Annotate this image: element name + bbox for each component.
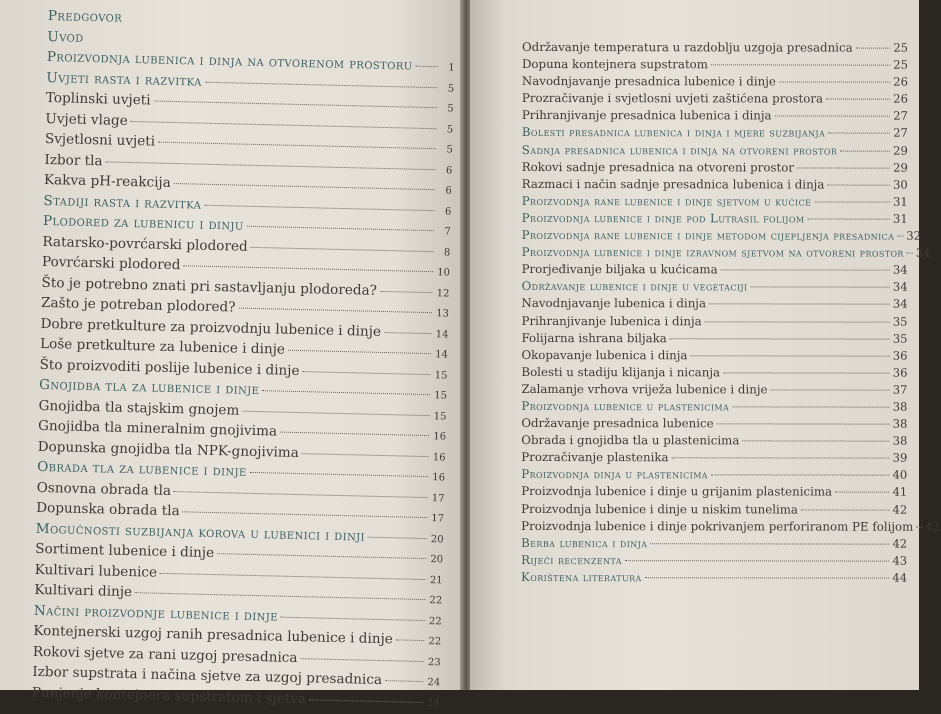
toc-entry-title: Prihranjivanje lubenica i dinja [521, 313, 701, 327]
toc-entry-page-number: 25 [893, 58, 908, 72]
toc-dot-leader [302, 453, 429, 457]
toc-dot-leader [650, 543, 889, 544]
toc-entry-page-number: 34 [893, 297, 908, 311]
toc-entry-title: Kultivari lubenice [35, 561, 158, 580]
toc-entry-page-number: 20 [429, 534, 443, 545]
toc-entry [522, 211, 908, 229]
toc-entry-page-number: 6 [438, 165, 452, 176]
toc-entry [522, 177, 908, 195]
toc-entry-title: Sortiment lubenice i dinje [35, 541, 214, 561]
toc-entry-page-number: 6 [438, 185, 452, 196]
toc-dot-leader [721, 270, 890, 271]
toc-dot-leader [247, 226, 434, 231]
toc-entry-page-number: 13 [435, 308, 449, 319]
toc-dot-leader [625, 560, 890, 561]
toc-entry-title: Kontejnerski uzgoj ranih presadnica lubenice i dinje [33, 623, 393, 647]
left-page [0, 0, 462, 690]
toc-entry-title: Bolesti u stadiju klijanja i nicanja [521, 365, 720, 379]
toc-entry-page-number: 31 [893, 212, 908, 226]
toc-dot-leader [135, 592, 425, 600]
toc-dot-leader [801, 509, 890, 510]
toc-entry-title: Obrada tla za lubenice i dinje [37, 459, 247, 480]
toc-entry-page-number: 36 [893, 348, 908, 362]
toc-dot-leader [770, 389, 889, 390]
toc-entry-page-number: 34 [893, 280, 908, 294]
toc-entry-page-number: 1 [441, 62, 455, 73]
toc-dot-leader [672, 458, 890, 459]
toc-dot-leader [690, 355, 889, 356]
toc-dot-leader [251, 246, 434, 251]
toc-entry-title: Rokovi sadnje presadnica na otvoreni prostor [522, 160, 794, 174]
toc-dot-leader [250, 472, 428, 477]
toc-entry [521, 484, 907, 502]
toc-entry-title: Korištena literatura [521, 570, 642, 584]
toc-entry-title: Sadnja presadnica lubenica i dinja na otvoreni prostor [522, 143, 837, 158]
toc-dot-leader [131, 120, 437, 128]
toc-dot-leader [183, 511, 427, 518]
toc-dot-leader [217, 553, 426, 559]
toc-entry-title: Uvjeti vlage [45, 110, 128, 128]
toc-entry-title: Ratarsko-povrćarski plodored [42, 233, 248, 254]
toc-dot-leader [826, 99, 890, 100]
toc-entry [521, 467, 907, 485]
toc-entry-page-number: 10 [436, 267, 450, 278]
toc-dot-leader [158, 142, 436, 150]
toc-entry-title: Kakva pH-reakcija [44, 172, 171, 191]
toc-entry-title: Toplinski uvjeti [46, 90, 151, 108]
toc-entry-page-number: 24 [426, 698, 440, 709]
toc-dot-leader [897, 236, 903, 237]
toc-entry [521, 382, 907, 400]
toc-dot-leader [281, 616, 425, 620]
toc-entry-title: Gnojidba tla za lubenice i dinje [39, 377, 260, 398]
toc-dot-leader [814, 201, 890, 202]
toc-entry-page-number: 24 [426, 677, 440, 688]
toc-entry-page-number: 34 [916, 246, 931, 260]
toc-entry-page-number: 41 [893, 485, 908, 499]
toc-entry [521, 365, 907, 383]
toc-entry-title: Navodnjavanje presadnica lubenice i dinje [522, 74, 776, 88]
toc-entry-title: Što proizvoditi poslije lubenice i dinje [39, 356, 299, 378]
toc-dot-leader [309, 699, 423, 703]
toc-dot-leader [288, 350, 431, 354]
toc-dot-leader [709, 304, 890, 305]
toc-entry [521, 519, 907, 537]
toc-entry [521, 433, 907, 451]
toc-dot-leader [742, 441, 889, 442]
toc-entry-page-number: 5 [440, 103, 454, 114]
toc-entry [521, 331, 907, 349]
toc-entry [521, 450, 907, 468]
toc-list-right [521, 40, 908, 588]
toc-entry-title: Proizvodnja lubenica i dinja na otvorenom prostoru [47, 49, 413, 74]
toc-entry [522, 296, 908, 314]
toc-entry-title: Proizvodnja lubenice u plastenicima [521, 399, 729, 413]
toc-entry-title: Proizvodnja lubenice i dinje u grijanim plastenicima [521, 484, 832, 499]
toc-dot-leader [670, 338, 890, 339]
toc-dot-leader [238, 308, 431, 314]
toc-entry-title: Povrćarski plodored [42, 254, 181, 273]
toc-entry-title: Uvod [47, 28, 84, 45]
toc-entry-page-number: 35 [893, 314, 908, 328]
toc-entry-title: Proizvodnja dinja u plastenicima [521, 467, 708, 481]
toc-dot-leader [242, 410, 429, 415]
toc-entry [522, 125, 908, 143]
toc-entry-page-number: 30 [893, 177, 908, 191]
toc-entry-page-number: 27 [893, 126, 908, 140]
toc-entry-page-number: 12 [435, 288, 449, 299]
toc-entry-title: Što je potrebno znati pri sastavljanju plodoreda? [41, 274, 377, 298]
toc-entry-page-number: 6 [437, 206, 451, 217]
toc-dot-leader [416, 66, 438, 68]
toc-dot-leader [705, 321, 890, 322]
toc-dot-leader [204, 204, 434, 210]
toc-entry [522, 108, 908, 126]
toc-entry [522, 160, 908, 178]
toc-entry-page-number: 36 [893, 365, 908, 379]
toc-dot-leader [380, 290, 432, 292]
toc-entry-page-number: 26 [893, 75, 908, 89]
toc-entry [522, 40, 908, 58]
toc-dot-leader [775, 116, 891, 117]
toc-dot-leader [154, 101, 437, 109]
toc-dot-leader [174, 491, 428, 498]
toc-entry-title: Dopuna kontejnera supstratom [522, 57, 708, 71]
toc-list-left [32, 8, 456, 714]
toc-dot-leader [280, 432, 429, 437]
toc-entry [522, 228, 908, 246]
toc-entry-page-number: 15 [433, 390, 447, 401]
toc-dot-leader [827, 184, 890, 185]
toc-entry-page-number: 21 [428, 575, 442, 586]
toc-dot-leader [835, 492, 889, 493]
toc-dot-leader [916, 526, 922, 527]
toc-entry [521, 570, 907, 588]
toc-entry-title: Svjetlosni uvjeti [45, 131, 156, 150]
toc-entry-page-number: 20 [429, 554, 443, 565]
toc-entry-page-number: 34 [893, 263, 908, 277]
toc-dot-leader [368, 536, 427, 538]
toc-entry-page-number: 32 [906, 229, 921, 243]
toc-entry-page-number: 16 [431, 452, 445, 463]
toc-dot-leader [384, 332, 431, 334]
toc-entry-title: Proizvodnja lubenice i dinje pod Lutrasil folijom [522, 211, 805, 225]
toc-entry-title: Kultivari dinje [34, 582, 132, 600]
toc-entry-title: Osnovna obrada tla [37, 479, 172, 498]
toc-entry-title: Prozračivanje i svjetlosni uvjeti zaštićena prostora [522, 91, 823, 106]
toc-entry-page-number: 16 [431, 472, 445, 483]
toc-dot-leader [797, 167, 890, 168]
toc-dot-leader [385, 680, 423, 682]
toc-dot-leader [711, 475, 890, 476]
toc-entry-page-number: 15 [432, 411, 446, 422]
toc-entry-page-number: 35 [893, 331, 908, 345]
toc-dot-leader [205, 81, 437, 87]
toc-entry-page-number: 5 [439, 124, 453, 135]
toc-entry-page-number: 38 [893, 417, 908, 431]
toc-dot-leader [183, 265, 433, 272]
toc-entry-page-number: 23 [427, 657, 441, 668]
toc-entry-title: Održavanje temperatura u razdoblju uzgoja presadnica [522, 40, 853, 55]
toc-entry-title: Održavanje lubenice i dinje u vegetaciji [522, 279, 748, 293]
toc-dot-leader [732, 406, 890, 407]
toc-dot-leader [856, 48, 891, 49]
toc-entry [522, 279, 908, 297]
toc-entry-title: Predgovor [48, 8, 123, 26]
toc-dot-leader [262, 390, 430, 395]
toc-entry-page-number: 29 [893, 160, 908, 174]
toc-entry-title: Izbor supstrata i načina sjetve za uzgoj presadnica [32, 664, 382, 688]
toc-entry [521, 536, 907, 554]
toc-entry-page-number: 43 [892, 553, 907, 567]
toc-entry-title: Dopunska obrada tla [36, 500, 180, 519]
toc-entry-page-number: 16 [432, 431, 446, 442]
toc-entry [522, 262, 908, 280]
toc-entry-page-number: 31 [893, 194, 908, 208]
toc-entry-title: Uvjeti rasta i razvitka [46, 69, 202, 89]
toc-dot-leader [711, 64, 890, 65]
toc-entry-title: Berba lubenica i dinja [521, 536, 647, 550]
toc-entry [521, 399, 907, 417]
toc-entry-page-number: 7 [437, 226, 451, 237]
toc-entry-page-number: 15 [433, 370, 447, 381]
toc-dot-leader [751, 287, 890, 288]
toc-entry-title: Zalamanje vrhova vriježa lubenice i dinje [521, 382, 767, 396]
toc-dot-leader [303, 371, 431, 375]
toc-entry-page-number: 37 [893, 383, 908, 397]
toc-entry [521, 553, 907, 571]
toc-entry-page-number: 26 [893, 92, 908, 106]
toc-entry [522, 143, 908, 161]
toc-entry-title: Obrada i gnojidba tla u plastenicima [521, 433, 739, 447]
toc-dot-leader [174, 183, 435, 190]
toc-dot-leader [807, 218, 890, 219]
toc-entry-page-number: 29 [893, 143, 908, 157]
toc-entry [521, 348, 907, 366]
toc-entry-title: Stadiji rasta i razvitka [43, 192, 201, 212]
toc-dot-leader [717, 423, 890, 424]
toc-entry [522, 91, 908, 109]
toc-entry-page-number: 5 [439, 144, 453, 155]
toc-entry-title: Folijarna ishrana biljaka [521, 331, 666, 345]
toc-entry-page-number: 14 [434, 329, 448, 340]
toc-entry-page-number: 8 [436, 247, 450, 258]
toc-entry-title: Gnojidba tla mineralnim gnojivima [38, 418, 277, 440]
toc-entry-title: Mogućnosti suzbijanja korova u lubenici i dinji [36, 520, 366, 544]
toc-entry-title: Proizvodnja lubenice i dinje izravnom sjetvom na otvoreni prostor [522, 245, 904, 260]
toc-entry-page-number: 27 [893, 109, 908, 123]
toc-entry-title: Okopavanje lubenica i dinja [521, 348, 687, 362]
toc-entry [522, 245, 908, 263]
toc-entry-title: Bolesti presadnica lubenica i dinja i mjere suzbijanja [522, 125, 825, 140]
toc-entry-title: Izbor tla [44, 151, 103, 168]
toc-entry-title: Riječi recenzenta [521, 553, 622, 567]
toc-dot-leader [723, 372, 890, 373]
toc-entry [522, 57, 908, 75]
toc-dot-leader [396, 639, 424, 641]
toc-entry-title: Načini proizvodnje lubenice i dinje [34, 602, 278, 624]
toc-entry-page-number: 38 [893, 400, 908, 414]
toc-entry-page-number: 42 [893, 502, 908, 516]
toc-dot-leader [106, 161, 436, 170]
toc-entry-page-number: 22 [428, 616, 442, 627]
toc-entry-title: Rokovi sjetve za rani uzgoj presadnica [33, 643, 298, 665]
toc-entry-page-number: 40 [893, 468, 908, 482]
toc-entry-title: Prorjeđivanje biljaka u kućicama [522, 262, 718, 276]
toc-entry-title: Proizvodnja rane lubenice i dinje sjetvom u kućice [522, 194, 812, 209]
toc-dot-leader [840, 150, 890, 151]
toc-dot-leader [779, 82, 890, 83]
toc-entry-title: Proizvodnja rane lubenice i dinje metodom cijepljenja presadnica [522, 228, 895, 243]
toc-entry-page-number: 38 [893, 434, 908, 448]
toc-entry-title: Zašto je potreban plodored? [41, 295, 236, 316]
toc-entry-page-number: 39 [893, 451, 908, 465]
toc-dot-leader [907, 253, 913, 254]
toc-entry-title: Održavanje presadnica lubenice [521, 416, 713, 430]
toc-entry-title: Loše pretkulture za lubenice i dinje [40, 336, 285, 358]
toc-entry-page-number: 42 [892, 536, 907, 550]
toc-entry-title: Proizvodnja lubenice i dinje u niskim tunelima [521, 502, 798, 516]
toc-entry-page-number: 25 [893, 41, 908, 55]
toc-entry [522, 194, 908, 212]
toc-dot-leader [645, 577, 890, 578]
toc-entry-page-number: 44 [892, 571, 907, 585]
toc-dot-leader [160, 572, 426, 579]
toc-entry [521, 416, 907, 434]
toc-entry-title: Plodored za lubenicu i dinju [43, 213, 244, 234]
toc-entry [521, 313, 907, 331]
toc-entry-page-number: 22 [428, 595, 442, 606]
toc-entry-title: Proizvodnja lubenice i dinje pokrivanjem perforiranom PE folijom [521, 519, 913, 534]
toc-entry-page-number: 5 [440, 83, 454, 94]
toc-entry-page-number: 17 [430, 513, 444, 524]
toc-entry-title: Dopunska gnojidba tla NPK-gnojivima [37, 438, 299, 460]
toc-dot-leader [828, 133, 890, 134]
toc-entry-title: Dobre pretkulture za proizvodnju lubenice i dinje [40, 315, 381, 339]
toc-entry-title: Gnojidba tla stajskim gnojem [38, 397, 239, 418]
toc-entry-title: Prozračivanje plastenika [521, 450, 668, 464]
toc-entry-page-number: 17 [430, 493, 444, 504]
toc-entry-title: Punjenje kontejnera supstratom i sjetva [32, 684, 307, 706]
toc-entry-page-number: 22 [427, 636, 441, 647]
toc-entry [521, 502, 907, 520]
toc-dot-leader [300, 658, 423, 662]
toc-entry-title: Razmaci i način sadnje presadnica lubenica i dinja [522, 177, 825, 192]
right-page [470, 0, 919, 690]
toc-entry-title: Prihranjivanje presadnica lubenica i dinja [522, 108, 772, 122]
toc-entry-title: Navodnjavanje lubenica i dinja [522, 296, 706, 310]
toc-entry-page-number: 42 [925, 519, 940, 533]
toc-entry [522, 74, 908, 92]
toc-entry-page-number: 14 [434, 349, 448, 360]
